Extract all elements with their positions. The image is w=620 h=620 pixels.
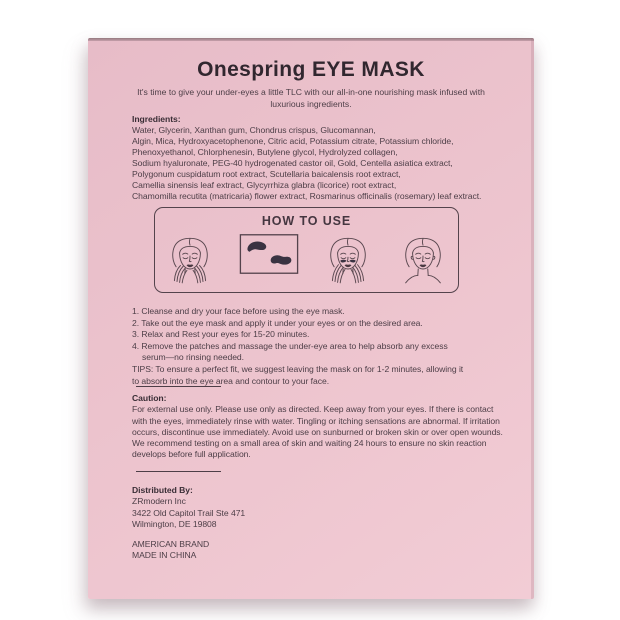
usage-step: 2. Take out the eye mask and apply it under your eyes or on the desired area. (132, 317, 423, 328)
distributor-section (132, 485, 245, 562)
distributor-heading: Distributed By: (132, 485, 193, 495)
caution-section (132, 393, 510, 461)
distributor-line: ZRmodern Inc (132, 496, 186, 507)
caution-paragraph: For external use only. Please use only as directed. Keep away from your eyes. If there is contact with the eyes, immediately rinse with water. Tingling or itching sensations are abnormal. If irritation occurs, discontinue use immediately. Avoid use on sunburned or broken skin or over open wounds. (132, 404, 503, 437)
ingredients-line: Chamomilla recutita (matricaria) flower extract, Rosmarinus officinalis (rosemary) leaf extract. (132, 191, 482, 201)
distributor-line: 3422 Old Capitol Trail Ste 471 (132, 507, 246, 518)
origin-line: AMERICAN BRAND (132, 539, 210, 550)
ingredients-section (132, 114, 481, 202)
caution-heading: Caution: (132, 393, 167, 403)
caution-paragraph: We recommend testing on a small area of skin and waiting 24 hours to ensure no skin reaction develops before full application. (132, 438, 487, 460)
divider-line (136, 386, 221, 387)
tips-text: TIPS: To ensure a perfect fit, we suggest leaving the mask on for 1-2 minutes, allowing it to absorb into the eye area and contour to your face. (132, 363, 464, 386)
relaxed-face-illustration (397, 230, 449, 288)
how-to-use-illustrations (155, 228, 458, 288)
how-to-use-panel (154, 207, 459, 293)
cleanse-face-illustration (164, 230, 216, 288)
eye-patches-illustration (239, 233, 299, 275)
divider-line (136, 471, 221, 472)
eye-mask-box-back-panel (88, 38, 534, 599)
usage-step: 4. Remove the patches and massage the under-eye area to help absorb any excess serum—no rinsing needed. (132, 340, 448, 363)
usage-steps (132, 306, 468, 387)
usage-step: 3. Relax and Rest your eyes for 15-20 minutes. (132, 329, 310, 340)
ingredients-line: Sodium hyaluronate, PEG-40 hydrogenated castor oil, Gold, Centella asiatica extract, (132, 158, 453, 168)
ingredients-line: Polygonum cuspidatum root extract, Scutellaria baicalensis root extract, (132, 169, 401, 179)
how-to-use-heading: HOW TO USE (261, 214, 352, 228)
origin-line: MADE IN CHINA (132, 550, 197, 561)
origin-block (132, 539, 245, 562)
ingredients-line: Camellia sinensis leaf extract, Glycyrrhiza glabra (licorice) root extract, (132, 180, 397, 190)
ingredients-line: Algin, Mica, Hydroxyacetophenone, Citric acid, Potassium citrate, Potassium chloride, (132, 136, 454, 146)
intro-text: It's time to give your under-eyes a little TLC with our all-in-one nourishing mask infused with luxurious ingredients. (137, 87, 485, 109)
box-right-edge (531, 38, 534, 599)
ingredients-line: Phenoxyethanol, Chlorphenesin, Butylene glycol, Hydrolyzed collagen, (132, 147, 398, 157)
distributor-line: Wilmington, DE 19808 (132, 518, 217, 529)
box-top-edge (88, 38, 534, 41)
product-title: Onespring EYE MASK (197, 58, 425, 81)
ingredients-heading: Ingredients: (132, 114, 181, 124)
usage-step: 1. Cleanse and dry your face before using the eye mask. (132, 306, 345, 316)
apply-patches-illustration (322, 230, 374, 288)
ingredients-line: Water, Glycerin, Xanthan gum, Chondrus crispus, Glucomannan, (132, 125, 376, 135)
